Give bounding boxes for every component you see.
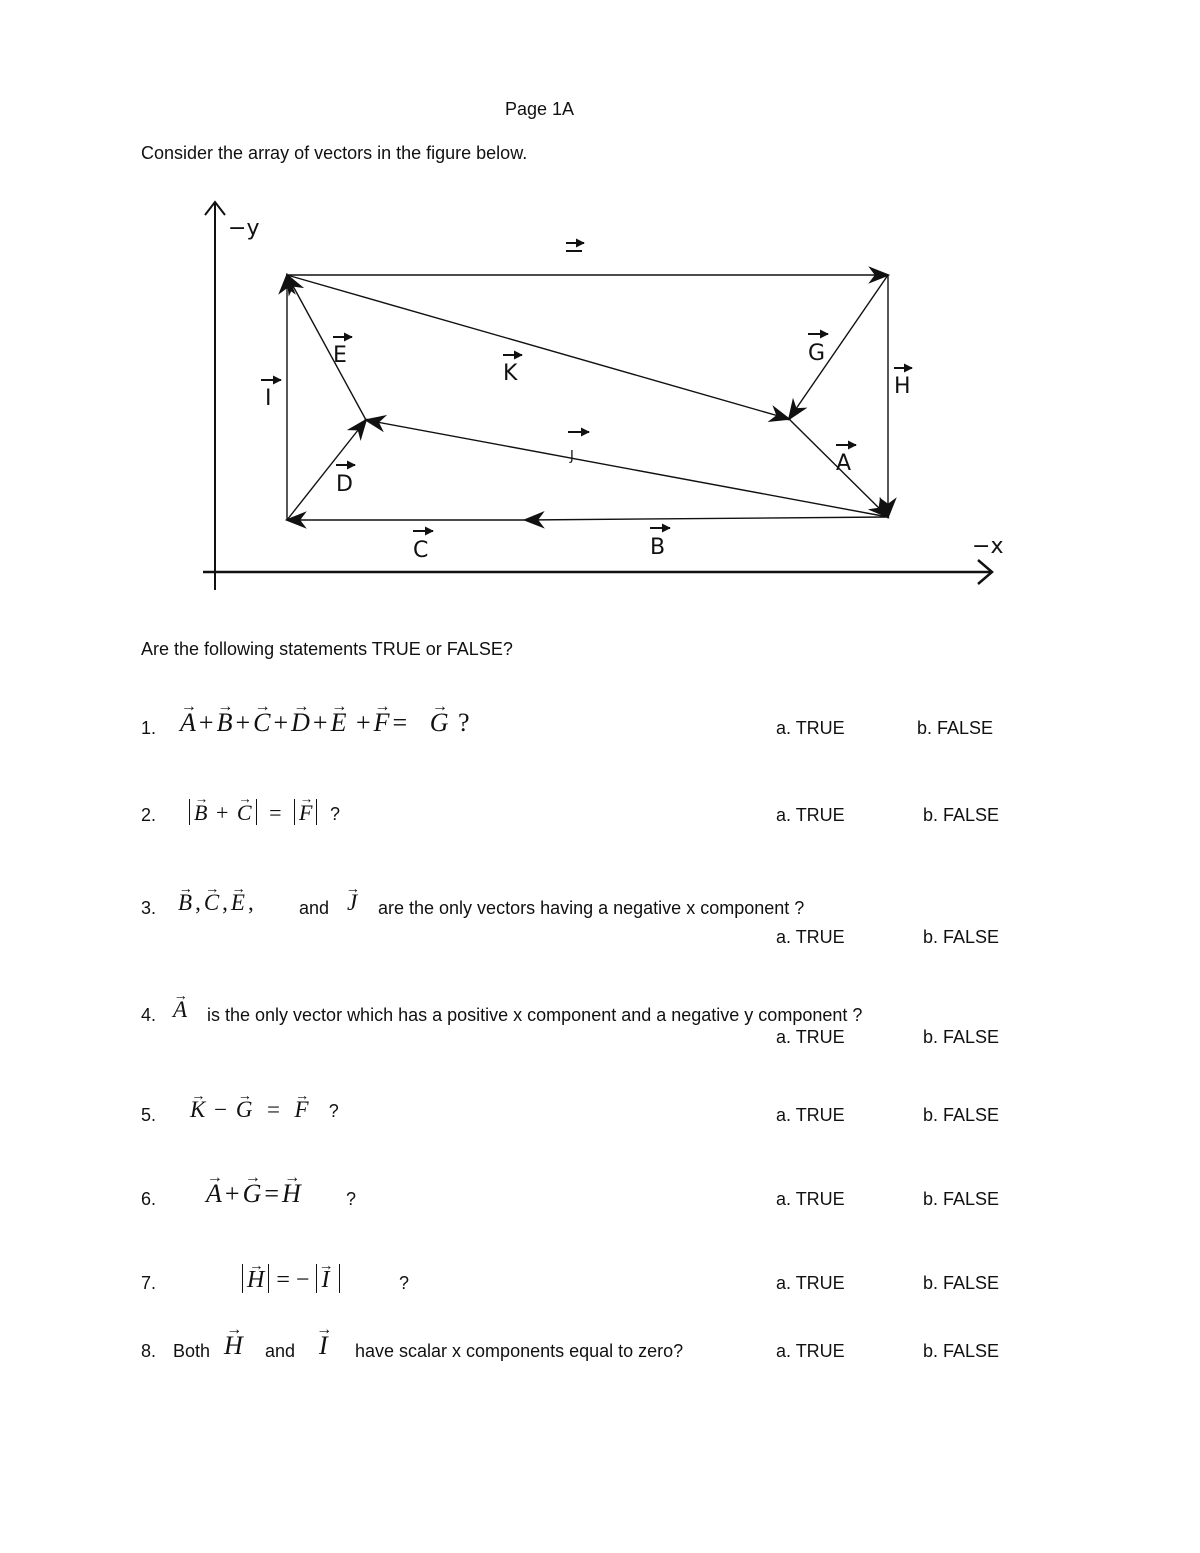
q2-option-true[interactable]: a. TRUE bbox=[776, 805, 845, 825]
q5-equation: → K − → G = → F ? bbox=[190, 1097, 342, 1123]
svg-text:K: K bbox=[503, 361, 518, 386]
svg-text:E: E bbox=[333, 343, 347, 368]
q8-option-true[interactable]: a. TRUE bbox=[776, 1341, 845, 1361]
q3-vectors: → B ,→ C ,→ E , bbox=[178, 890, 257, 916]
svg-text:D: D bbox=[336, 472, 353, 497]
q1-equation: → A +→ B +→ C +→ D +→ E +→ F = → G ? bbox=[180, 708, 473, 738]
q4-option-true[interactable]: a. TRUE bbox=[776, 1027, 845, 1047]
q3-vector-j: → J bbox=[347, 890, 357, 916]
page-title: Page 1A bbox=[505, 99, 575, 119]
q6-option-false[interactable]: b. FALSE bbox=[923, 1189, 1000, 1209]
q4-text: is the only vector which has a positive x component and a negative y component ? bbox=[207, 1005, 863, 1025]
q8-vector-h: → H bbox=[224, 1331, 243, 1361]
q4-option-false[interactable]: b. FALSE bbox=[923, 1027, 1000, 1047]
q6-option-true[interactable]: a. TRUE bbox=[776, 1189, 845, 1209]
q4-vector-a: → A bbox=[173, 997, 187, 1023]
y-axis-label: −y bbox=[228, 216, 260, 241]
q3-and: and bbox=[299, 898, 330, 918]
q1-option-true[interactable]: a. TRUE bbox=[776, 718, 845, 738]
label-C bbox=[413, 531, 433, 563]
label-A bbox=[836, 445, 856, 476]
svg-text:C: C bbox=[413, 538, 429, 563]
vector-J bbox=[366, 420, 888, 517]
vector-G bbox=[789, 275, 888, 419]
q3-option-false[interactable]: b. FALSE bbox=[923, 927, 1000, 947]
svg-text:I: I bbox=[265, 386, 272, 411]
label-G bbox=[808, 334, 828, 366]
label-B bbox=[650, 528, 670, 560]
q3-text: are the only vectors having a negative x component ? bbox=[378, 898, 805, 918]
q3-option-true[interactable]: a. TRUE bbox=[776, 927, 845, 947]
q8-vector-i: → I bbox=[319, 1331, 328, 1361]
vector-figure bbox=[195, 195, 1015, 595]
label-K bbox=[503, 355, 522, 386]
q7-number: 7. bbox=[141, 1273, 157, 1293]
q2-equation: → B + → C = → F ? bbox=[185, 799, 343, 826]
q4-number: 4. bbox=[141, 1005, 157, 1025]
q2-option-false[interactable]: b. FALSE bbox=[923, 805, 1000, 825]
q2-number: 2. bbox=[141, 805, 157, 825]
q7-option-false[interactable]: b. FALSE bbox=[923, 1273, 1000, 1293]
q5-option-false[interactable]: b. FALSE bbox=[923, 1105, 1000, 1125]
q8-lead: Both bbox=[173, 1341, 211, 1361]
vector-B bbox=[525, 517, 888, 520]
q6-equation: → A +→ G =→ H bbox=[206, 1179, 301, 1209]
question-prompt: Are the following statements TRUE or FALSE? bbox=[141, 639, 513, 659]
x-axis-label: −x bbox=[972, 534, 1004, 559]
svg-text:B: B bbox=[650, 535, 666, 560]
q1-number: 1. bbox=[141, 718, 157, 738]
q8-and: and bbox=[265, 1341, 296, 1361]
svg-text:H: H bbox=[894, 374, 911, 399]
q1-option-false[interactable]: b. FALSE bbox=[917, 718, 994, 738]
q5-number: 5. bbox=[141, 1105, 157, 1125]
label-E bbox=[333, 337, 352, 368]
q3-number: 3. bbox=[141, 898, 157, 918]
q6-number: 6. bbox=[141, 1189, 157, 1209]
q8-option-false[interactable]: b. FALSE bbox=[923, 1341, 1000, 1361]
label-I bbox=[261, 380, 281, 411]
q8-number: 8. bbox=[141, 1341, 157, 1361]
x-axis bbox=[203, 560, 992, 584]
intro-text: Consider the array of vectors in the figure below. bbox=[141, 143, 528, 163]
vector-E bbox=[287, 275, 366, 420]
q7-equation: → H = −→ I bbox=[238, 1264, 344, 1294]
q7-end: ? bbox=[399, 1273, 410, 1293]
label-D bbox=[336, 465, 355, 497]
label-F bbox=[566, 243, 584, 251]
q8-text: have scalar x components equal to zero? bbox=[355, 1341, 684, 1361]
label-H bbox=[894, 368, 912, 399]
svg-text:J: J bbox=[570, 449, 574, 464]
q5-option-true[interactable]: a. TRUE bbox=[776, 1105, 845, 1125]
svg-text:G: G bbox=[808, 341, 826, 366]
vector-K bbox=[287, 275, 789, 419]
q6-end: ? bbox=[346, 1189, 357, 1209]
y-axis bbox=[205, 202, 225, 590]
q7-option-true[interactable]: a. TRUE bbox=[776, 1273, 845, 1293]
vector-D bbox=[287, 420, 366, 520]
svg-text:A: A bbox=[836, 451, 852, 476]
